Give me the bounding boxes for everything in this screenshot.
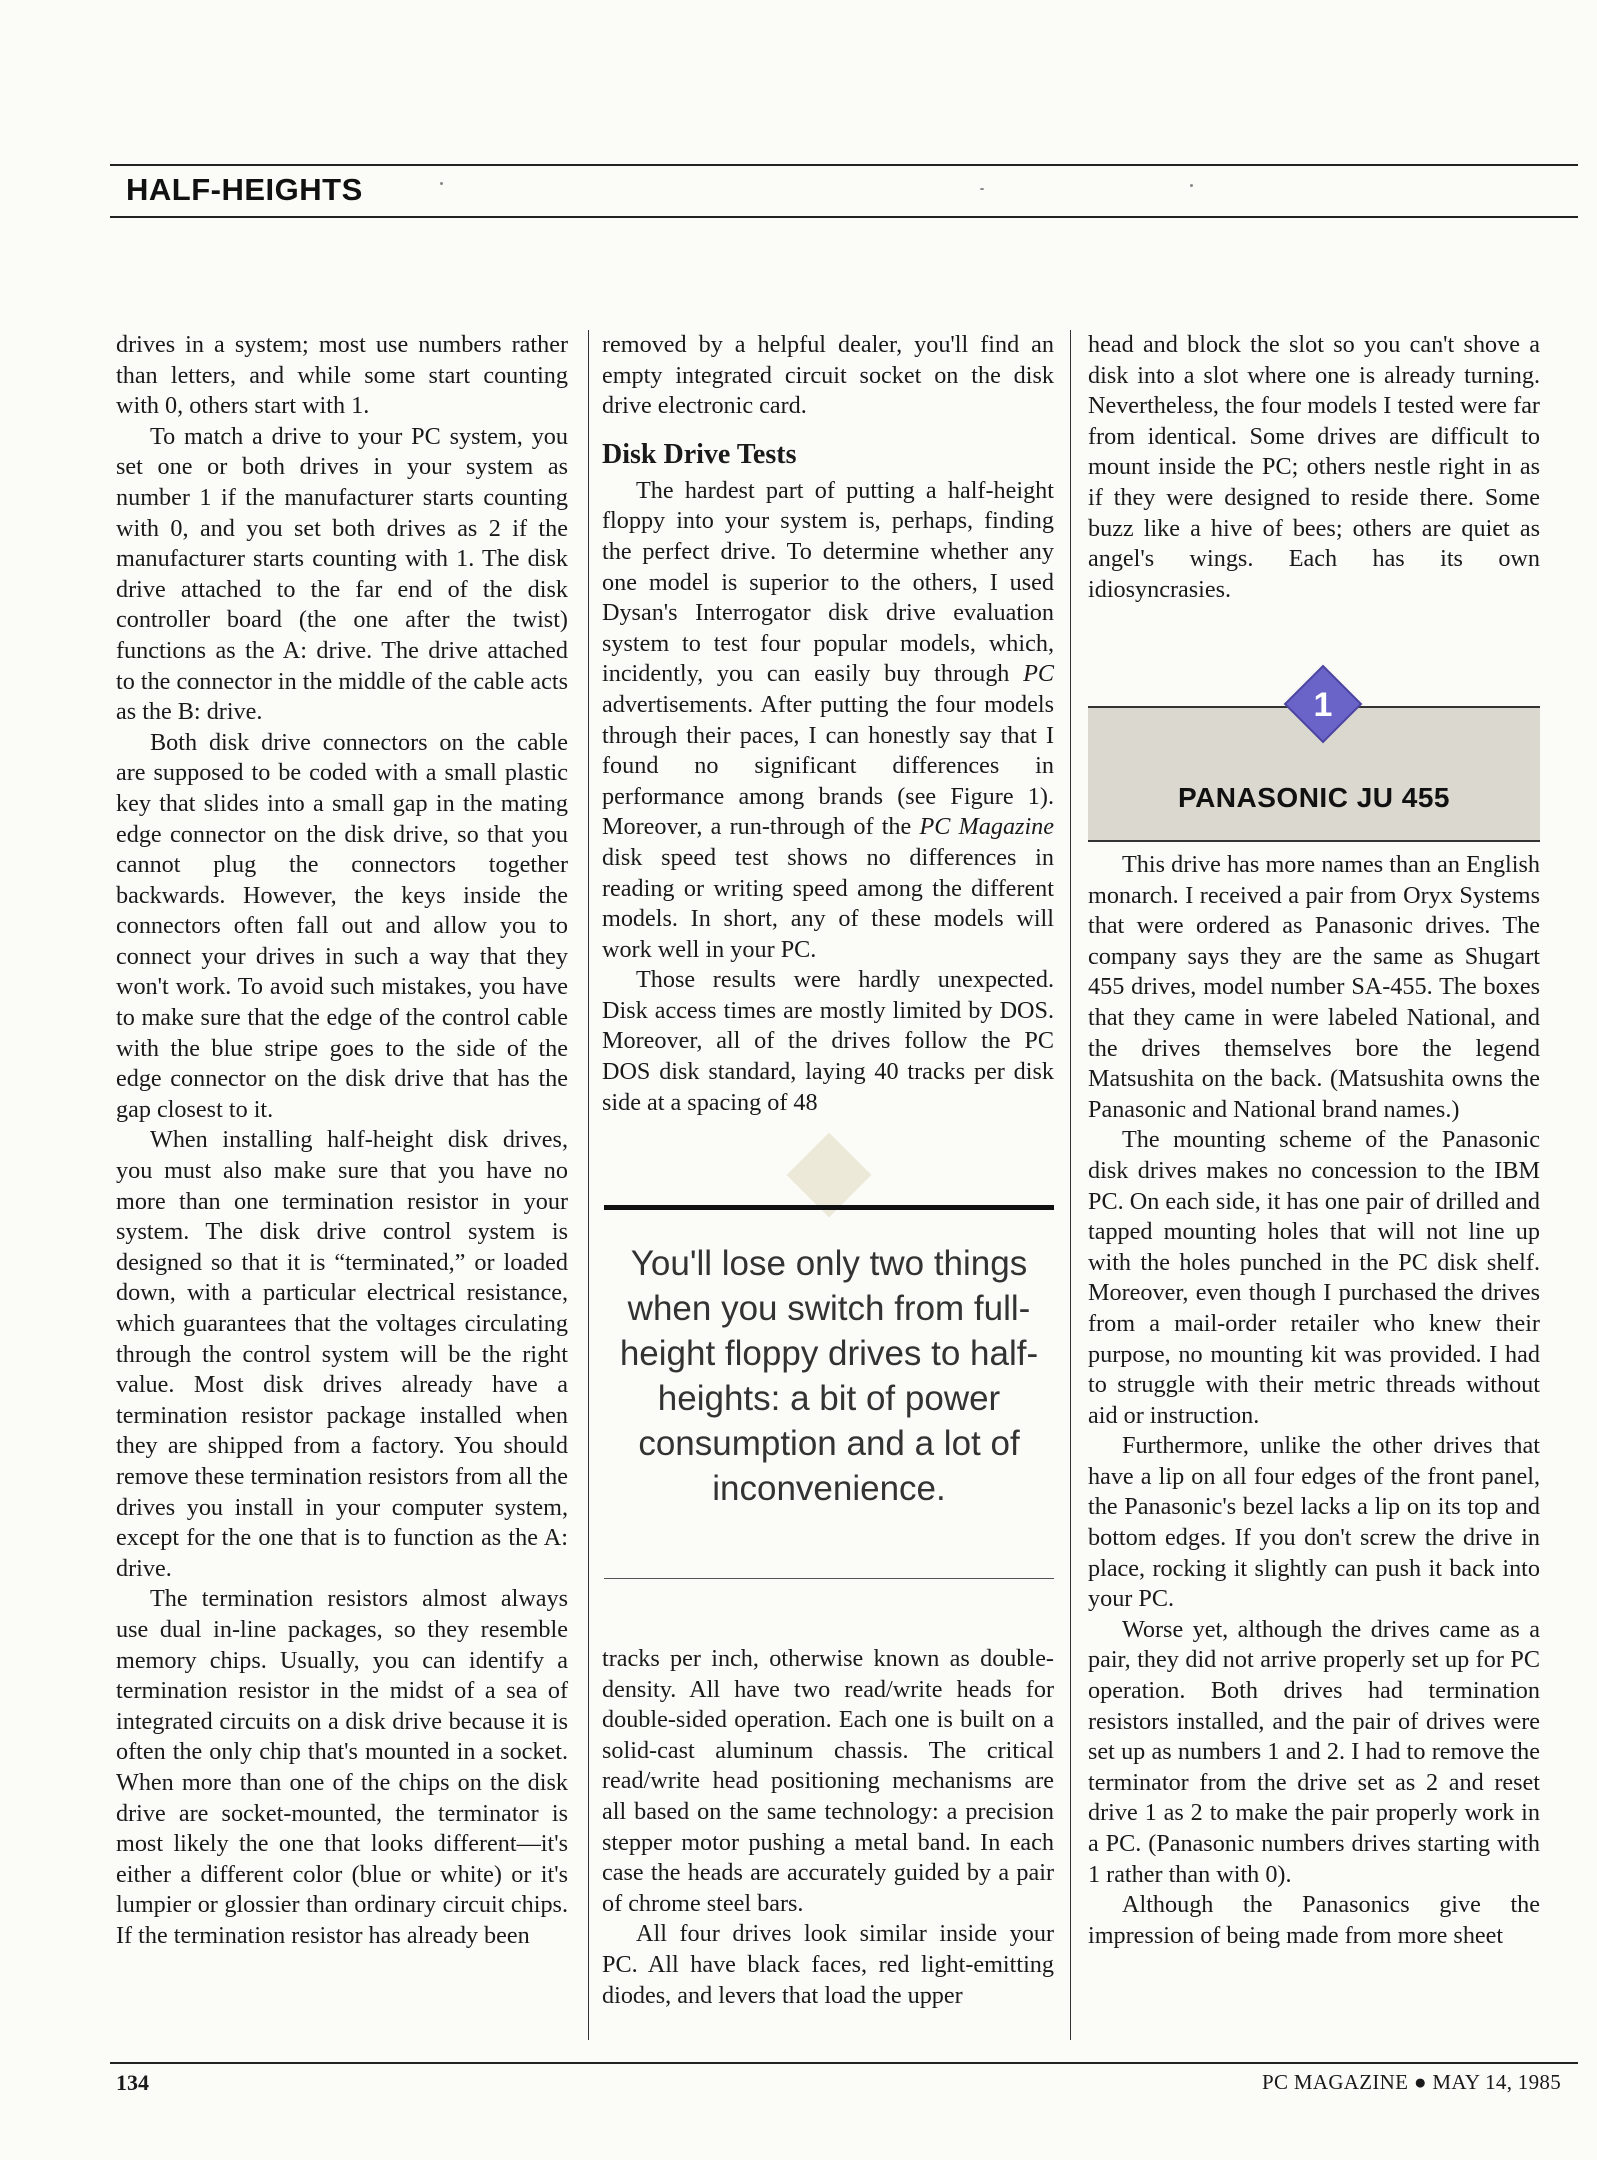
pull-quote-rule-bottom	[604, 1578, 1054, 1579]
pull-quote	[604, 1205, 1054, 1579]
column-3-top	[1088, 330, 1540, 605]
paragraph: All four drives look similar inside your PC. All have black faces, red light-emitting diodes, and levers that load the upper	[602, 1920, 1054, 2009]
text-run-italic: PC	[1023, 660, 1054, 688]
text-run: disk speed test shows no differences in reading or writing speed among the different models. In short, any of these models will work well in your PC.	[602, 843, 1054, 963]
paragraph: removed by a helpful dealer, you'll find an empty integrated circuit socket on the disk drive electronic card.	[602, 331, 1054, 420]
paragraph: To match a drive to your PC system, you set one or both drives in your system as number 1 if the manufacturer starts counting with 0, and you set both drives as 2 if the manufacturer starts counting with 1. The disk drive attached to the far end of the disk controller board (the one after the twist) functions as the A: drive. The drive attached to the connector in the middle of the cable acts as the B: drive.	[116, 422, 569, 726]
paragraph: tracks per inch, otherwise known as double-density. All have two read/write heads for double-sided operation. Each one is built on a solid-cast aluminum chassis. The critical read/write head positioning mechanisms are all based on the same technology: a precision stepper motor pushing a metal band. In each case the heads are accurately guided by a pair of chrome steel bars.	[602, 1645, 1054, 1917]
drive-number-badge	[1283, 664, 1363, 744]
column-3-bottom	[1088, 850, 1540, 1951]
paragraph: Furthermore, unlike the other drives that have a lip on all four edges of the front panel, the Panasonic's bezel lacks a lip on its top and bottom edges. If you don't screw the drive in place, rocking it slightly can push it back into your PC.	[1088, 1432, 1540, 1613]
section-label: HALF-HEIGHTS	[126, 172, 363, 207]
paragraph: This drive has more names than an English monarch. I received a pair from Oryx Systems that were ordered as Panasonic drives. The company says they are the same as Shugart 455 drives, model number SA-455. The boxes that they came in were labeled National, and the drives themselves bore the legend Matsushita on the back. (Matsushita owns the Panasonic and National brand names.)	[1088, 851, 1540, 1123]
paragraph: Worse yet, although the drives came as a pair, they did not arrive properly set up for PC operation. Both drives had termination resistors installed, and the pair of drives were set up as numbers 1 and 2. I had to remove the terminator from the drive set as 2 and reset drive 1 as 2 to make the pair properly work in a PC. (Panasonic numbers drives starting with 1 rather than with 0).	[1088, 1615, 1540, 1888]
scan-speck	[980, 188, 984, 190]
paragraph: drives in a system; most use numbers rather than letters, and while some start counting with 0, others start with 1.	[116, 331, 568, 420]
pull-quote-rule-top	[604, 1205, 1054, 1210]
header-band-rule-bottom	[1088, 840, 1540, 842]
header-rule-top	[110, 164, 1578, 166]
paragraph: Those results were hardly unexpected. Disk access times are mostly limited by DOS. Moreover, all of the drives follow the PC DOS disk standard, laying 40 tracks per disk side at a spacing of 48	[602, 966, 1054, 1116]
scan-speck	[440, 182, 443, 185]
text-run: The hardest part of putting a half-height floppy into your system is, perhaps, finding the perfect drive. To determine whether any one model is superior to the others, I used Dysan's Interrogator disk drive evaluation system to test four popular models, which, incidently, you can easily buy through	[602, 476, 1054, 688]
column-2-top	[602, 330, 1054, 1118]
column-divider	[588, 330, 589, 2040]
section-heading: Disk Drive Tests	[602, 438, 797, 470]
column-divider	[1070, 330, 1071, 2040]
badge-number: 1	[1313, 686, 1333, 724]
paragraph	[602, 476, 1054, 966]
header-rule-bottom	[110, 216, 1578, 218]
paragraph: The mounting scheme of the Panasonic disk drives makes no concession to the IBM PC. On each side, it has one pair of drilled and tapped mounting holes that will not line up with the holes punched in the PC disk shelf. Moreover, even though I purchased the drives from a mail-order retailer who knew their purpose, no mounting kit was provided. I had to struggle with their metric threads without aid or instruction.	[1088, 1126, 1540, 1429]
page-number: 134	[116, 2070, 149, 2095]
paragraph: When installing half-height disk drives, you must also make sure that you have no more than one termination resistor in your system. The disk drive control system is designed so that it is “terminated,” or loaded down, with a particular electrical resistance, which guarantees that the voltages circulating through the control system will be the right value. Most disk drives already have a termination resistor package installed when they are shipped from a factory. You should remove these termination resistors from all the drives you install in your computer system, except for the one that is to function as the A: drive.	[116, 1126, 568, 1582]
pull-quote-text: You'll lose only two things when you switch from full-height floppy drives to half-heights: a bit of power consumption and a lot of inconvenience.	[619, 1244, 1039, 1508]
text-run: advertisements. After putting the four models through their paces, I can honestly say that I found no significant differences in performance among brands (see Figure 1). Moreover, a run-through of the	[602, 690, 1054, 841]
paragraph: Although the Panasonics give the impression of being made from more sheet	[1088, 1891, 1540, 1949]
column-1	[116, 330, 568, 1951]
text-run-italic: PC Magazine	[919, 813, 1054, 841]
footer-rule	[110, 2062, 1578, 2064]
paragraph: head and block the slot so you can't shove a disk into a slot where one is already turning. Nevertheless, the four models I tested were far from identical. Some drives are difficult to mount inside the PC; others nestle right in as if they were designed to reside there. Some buzz like a hive of bees; others are quiet as angel's wings. Each has its own idiosyncrasies.	[1088, 331, 1540, 603]
scan-speck	[1190, 184, 1193, 187]
paragraph: Both disk drive connectors on the cable are supposed to be coded with a small plastic key that slides into a small gap in the mating edge connector on the disk drive, so that you cannot plug the connectors together backwards. However, the keys inside the connectors often fall out and allow you to connect your drives in such a way that they won't work. To avoid such mistakes, you have to make sure that the edge of the control cable with the blue stripe goes to the side of the edge connector on the disk drive that has the gap closest to it.	[116, 728, 568, 1123]
column-2-bottom	[602, 1644, 1054, 2011]
paragraph: The termination resistors almost always use dual in-line packages, so they resemble memory chips. Usually, you can identify a termination resistor in the midst of a sea of integrated circuits on a disk drive because it is often the only chip that's mounted in a socket. When more than one of the chips on the disk drive are socket-mounted, the terminator is most likely the one that looks different—it's either a different color (blue or white) or it's lumpier or glossier than ordinary circuit chips. If the termination resistor has already been	[116, 1585, 568, 1949]
drive-title: PANASONIC JU 455	[1177, 782, 1450, 813]
publication-line: PC MAGAZINE ● MAY 14, 1985	[1262, 2070, 1561, 2094]
